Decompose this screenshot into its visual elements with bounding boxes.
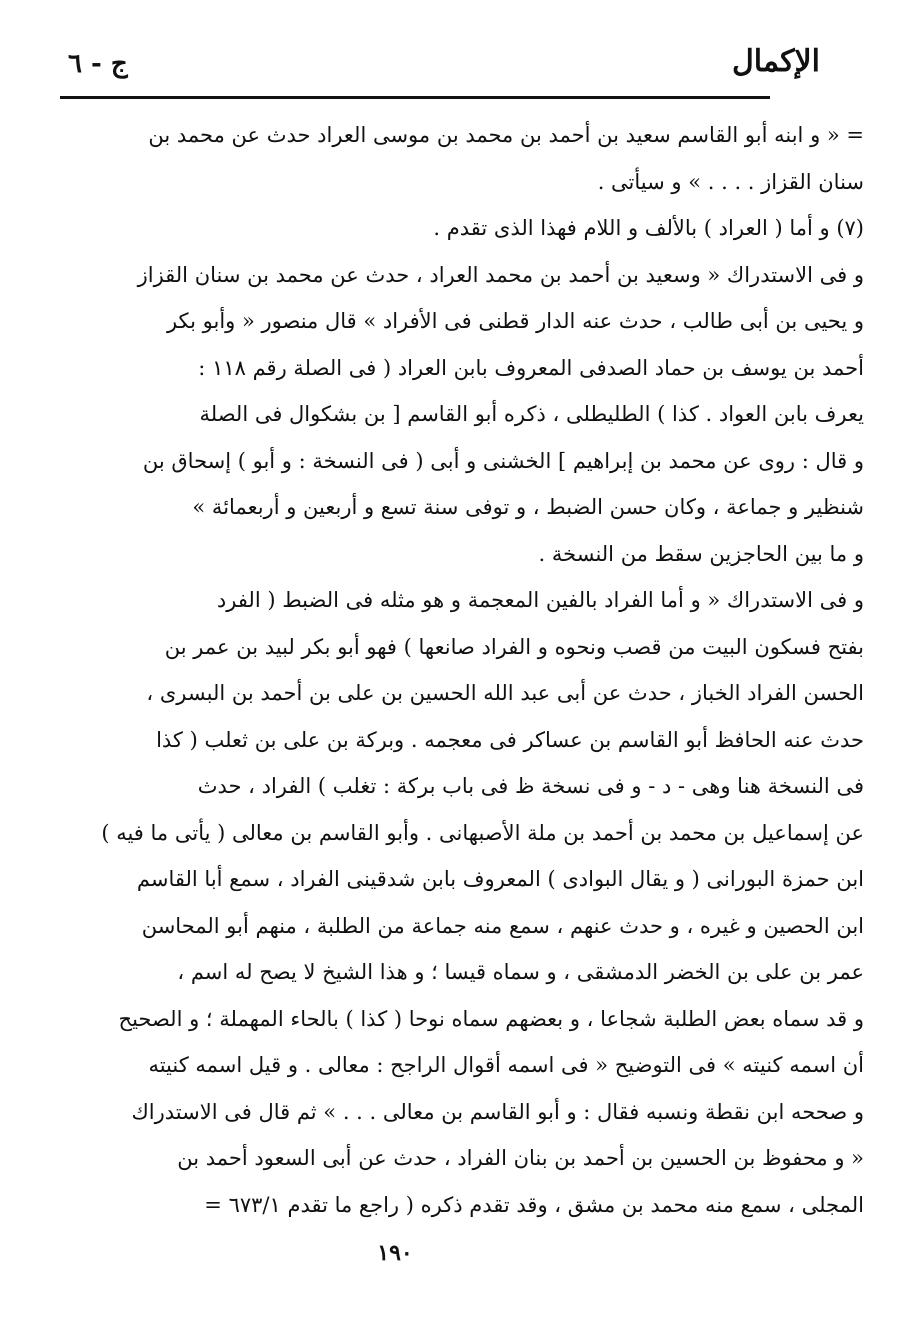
text-line: « و محفوظ بن الحسين بن أحمد بن بنان الفراد ، حدث عن أبى السعود أحمد بن <box>177 1146 864 1170</box>
text-line: أن اسمه كنيته » فى التوضيح « فى اسمه أقوال الراجح : معالى . و قيل اسمه كنيته <box>148 1053 864 1077</box>
text-line: ابن الحصين و غيره ، و حدث عنهم ، سمع منه جماعة من الطلبة ، منهم أبو المحاسن <box>141 913 864 938</box>
text-line: عمر بن على بن الخضر الدمشقى ، و سماه قيسا ؛ و هذا الشيخ لا يصح له اسم ، <box>177 960 864 984</box>
text-line: شنظير و جماعة ، وكان حسن الضبط ، و توفى سنة تسع و أربعين و أربعمائة » <box>192 495 864 519</box>
text-line: سنان القزاز . . . . » و سيأتى . <box>597 169 864 194</box>
text-line: ابن حمزة البورانى ( و يقال البوادى ) المعروف بابن شدقينى الفراد ، سمع أبا القاسم <box>136 867 864 891</box>
text-line: و ما بين الحاجزين سقط من النسخة . <box>538 541 864 566</box>
text-line: (٧) و أما ( العراد ) بالألف و اللام فهذا الذى تقدم . <box>433 216 864 240</box>
text-line: و فى الاستدراك « و أما الفراد بالفين المعجمة و هو مثله فى الضبط ( الفرد <box>216 588 864 612</box>
text-line: عن إسماعيل بن محمد بن أحمد بن ملة الأصبهانى . وأبو القاسم بن معالى ( يأتى ما فيه ) <box>101 820 864 845</box>
text-line: و فى الاستدراك « وسعيد بن أحمد بن محمد العراد ، حدث عن محمد بن سنان القزاز <box>137 262 864 287</box>
text-line: المجلى ، سمع منه محمد بن مشق ، وقد تقدم ذكره ( راجع ما تقدم ٦٧٣/١ = <box>204 1192 864 1217</box>
text-line: حدث عنه الحافظ أبو القاسم بن عساكر فى معجمه . وبركة بن على بن ثعلب ( كذا <box>156 727 864 752</box>
text-line: يعرف بابن العواد . كذا ) الطليطلى ، ذكره أبو القاسم [ بن بشكوال فى الصلة <box>199 402 864 426</box>
text-line: و صححه ابن نقطة ونسبه فقال : و أبو القاسم بن معالى . . . » ثم قال فى الاستدراك <box>131 1099 864 1124</box>
header-rule <box>60 96 770 99</box>
text-line: و قد سماه بعض الطلبة شجاعا ، و بعضهم سماه نوحا ( كذا ) بالحاء المهملة ؛ و الصحيح <box>118 1006 864 1031</box>
page-header <box>60 42 820 92</box>
text-line: = « و ابنه أبو القاسم سعيد بن أحمد بن محمد بن موسى العراد حدث عن محمد بن <box>148 123 864 147</box>
text-line: الحسن الفراد الخباز ، حدث عن أبى عبد الله الحسين بن على بن أحمد بن البسرى ، <box>146 681 864 705</box>
book-title: الإكمال <box>731 44 820 79</box>
text-line: بفتح فسكون البيت من قصب ونحوه و الفراد صانعها ) فهو أبو بكر لبيد بن عمر بن <box>164 634 864 659</box>
text-line: و يحيى بن أبى طالب ، حدث عنه الدار قطنى فى الأفراد » قال منصور « وأبو بكر <box>166 309 864 333</box>
text-line: فى النسخة هنا وهى - د - و فى نسخة ظ فى باب بركة : تغلب ) الفراد ، حدث <box>197 774 864 798</box>
text-line: أحمد بن يوسف بن حماد الصدفى المعروف بابن العراد ( فى الصلة رقم ١١٨ : <box>198 355 864 380</box>
body-text <box>64 112 864 1228</box>
page-number: ١٩٠ <box>377 1240 413 1266</box>
text-line: و قال : روى عن محمد بن إبراهيم ] الخشنى و أبى ( فى النسخة : و أبو ) إسحاق بن <box>142 448 864 473</box>
volume-label: ج - ٦ <box>68 49 128 79</box>
